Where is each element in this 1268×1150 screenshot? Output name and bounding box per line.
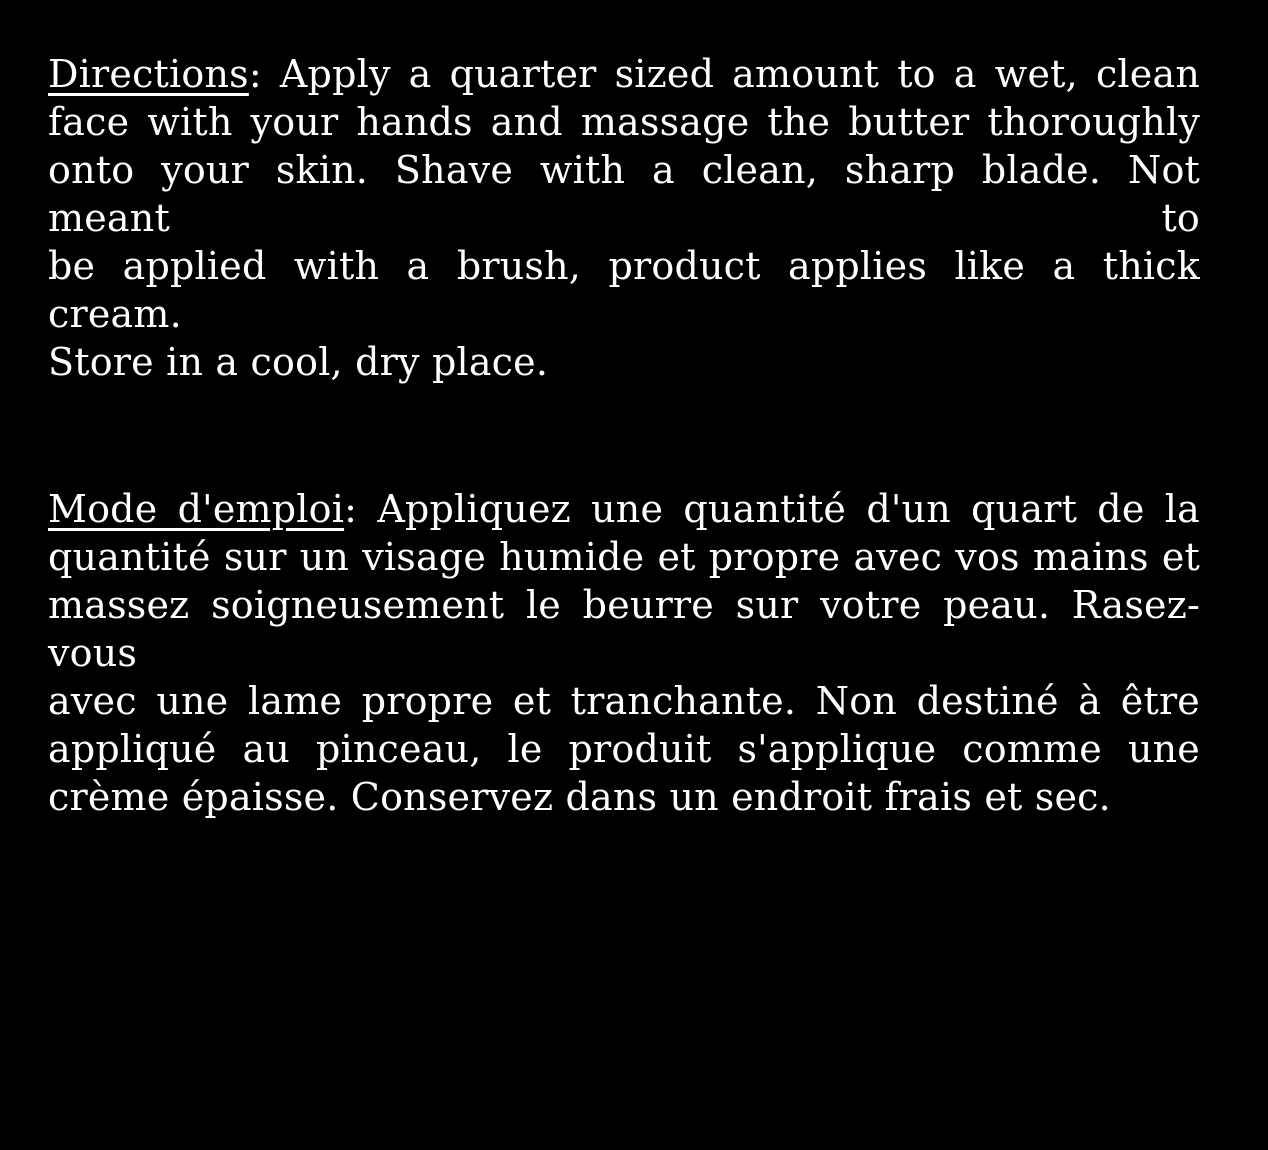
paragraph-heading: Mode d'emploi (48, 487, 345, 531)
text-line: onto your skin. Shave with a clean, sharp blade. Not meant to (48, 148, 1200, 240)
text-line: Mode d'emploi: Appliquez une quantité d'un quart de la (48, 487, 1200, 531)
text-line: avec une lame propre et tranchante. Non destiné à être (48, 679, 1200, 723)
text-line: face with your hands and massage the butter thoroughly (48, 100, 1200, 144)
text-line: crème épaisse. Conservez dans un endroit frais et sec. (48, 775, 1111, 819)
text-line: Store in a cool, dry place. (48, 340, 549, 384)
text-line: quantité sur un visage humide et propre avec vos mains et (48, 535, 1200, 579)
directions-french-paragraph (48, 485, 1200, 821)
text-line: be applied with a brush, product applies like a thick cream. (48, 244, 1200, 336)
text-line: massez soigneusement le beurre sur votre peau. Rasez-vous (48, 583, 1200, 675)
text-line: Directions: Apply a quarter sized amount to a wet, clean (48, 52, 1200, 96)
text-line: appliqué au pinceau, le produit s'applique comme une (48, 727, 1200, 771)
paragraph-heading: Directions (48, 52, 249, 96)
directions-english-paragraph (48, 50, 1200, 386)
